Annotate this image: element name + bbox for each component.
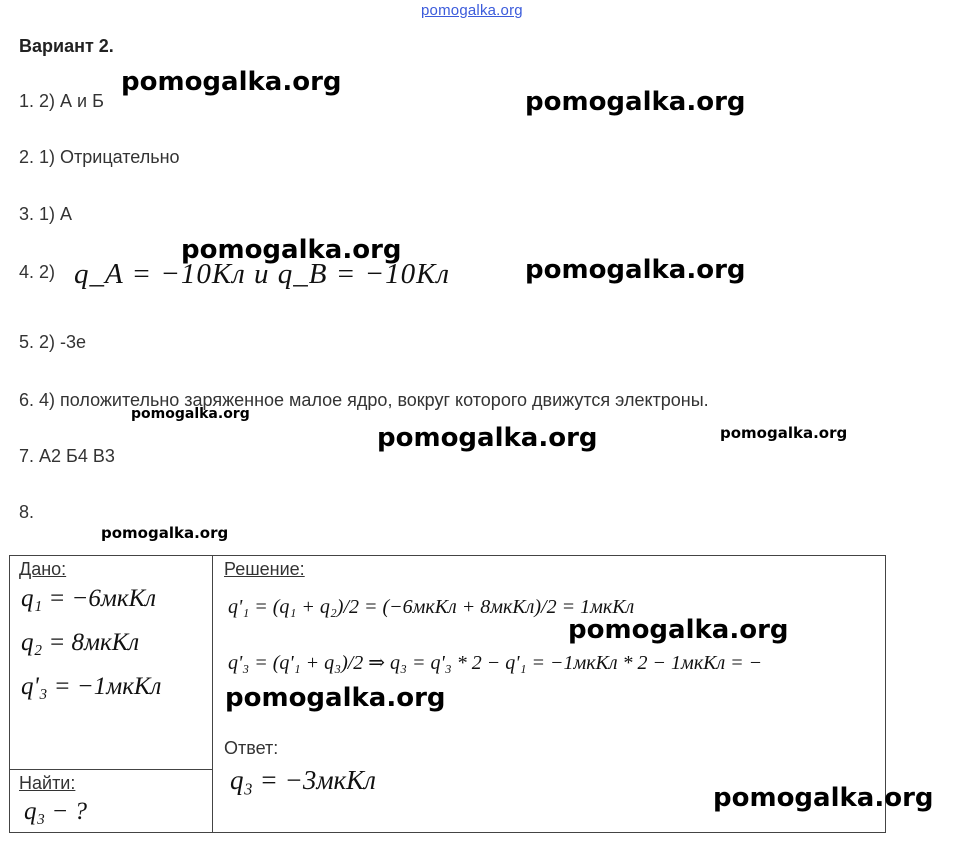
find-label: Найти: [19, 773, 76, 793]
answer-7: 7. А2 Б4 В3 [19, 446, 115, 466]
answer-label: Ответ: [224, 738, 279, 758]
watermark: pomogalka.org [568, 615, 789, 645]
watermark: pomogalka.org [101, 524, 229, 542]
solution-line-2: q'₃ = (q'₁ + q₃)/2 ⇒ q₃ = q'₃ * 2 − q'₁ = −1мкКл * 2 − 1мкКл = − [228, 652, 763, 674]
watermark: pomogalka.org [713, 783, 934, 813]
watermark: pomogalka.org [525, 255, 746, 285]
watermark: pomogalka.org [377, 423, 598, 453]
answer-5: 5. 2) -3e [19, 332, 87, 352]
answer-6: 6. 4) положительно заряженное малое ядро, вокруг которого движутся электроны. [19, 390, 709, 410]
watermark: pomogalka.org [181, 235, 402, 265]
answer-4-prefix: 4. 2) [19, 262, 56, 282]
given-1: q₁ = −6мкКл [21, 585, 157, 612]
given-2: q₂ = 8мкКл [21, 629, 140, 656]
find-value: q₃ − ? [24, 798, 88, 825]
solution-label: Решение: [224, 559, 305, 579]
answer-value: q₃ = −3мкКл [230, 765, 376, 795]
answer-8: 8. [19, 502, 35, 522]
watermark: pomogalka.org [225, 683, 446, 713]
watermark: pomogalka.org [720, 424, 848, 442]
answer-3: 3. 1) А [19, 204, 73, 224]
given-3: q'₃ = −1мкКл [21, 673, 162, 700]
answer-4-formula: q_A = −10Кл и q_B = −10Кл [74, 258, 450, 290]
answer-1: 1. 2) А и Б [19, 91, 104, 111]
given-label: Дано: [19, 559, 67, 579]
watermark: pomogalka.org [121, 67, 342, 97]
table-divider-horizontal [9, 769, 213, 770]
site-link[interactable]: pomogalka.org [421, 2, 523, 19]
page-title: Вариант 2. [19, 36, 114, 56]
solution-line-1: q'₁ = (q₁ + q₂)/2 = (−6мкКл + 8мкКл)/2 = 1мкКл [228, 596, 635, 618]
table-divider-vertical [212, 555, 213, 833]
answer-4 [19, 262, 55, 283]
answer-2: 2. 1) Отрицательно [19, 147, 180, 167]
watermark: pomogalka.org [525, 87, 746, 117]
watermark: pomogalka.org [131, 406, 250, 422]
